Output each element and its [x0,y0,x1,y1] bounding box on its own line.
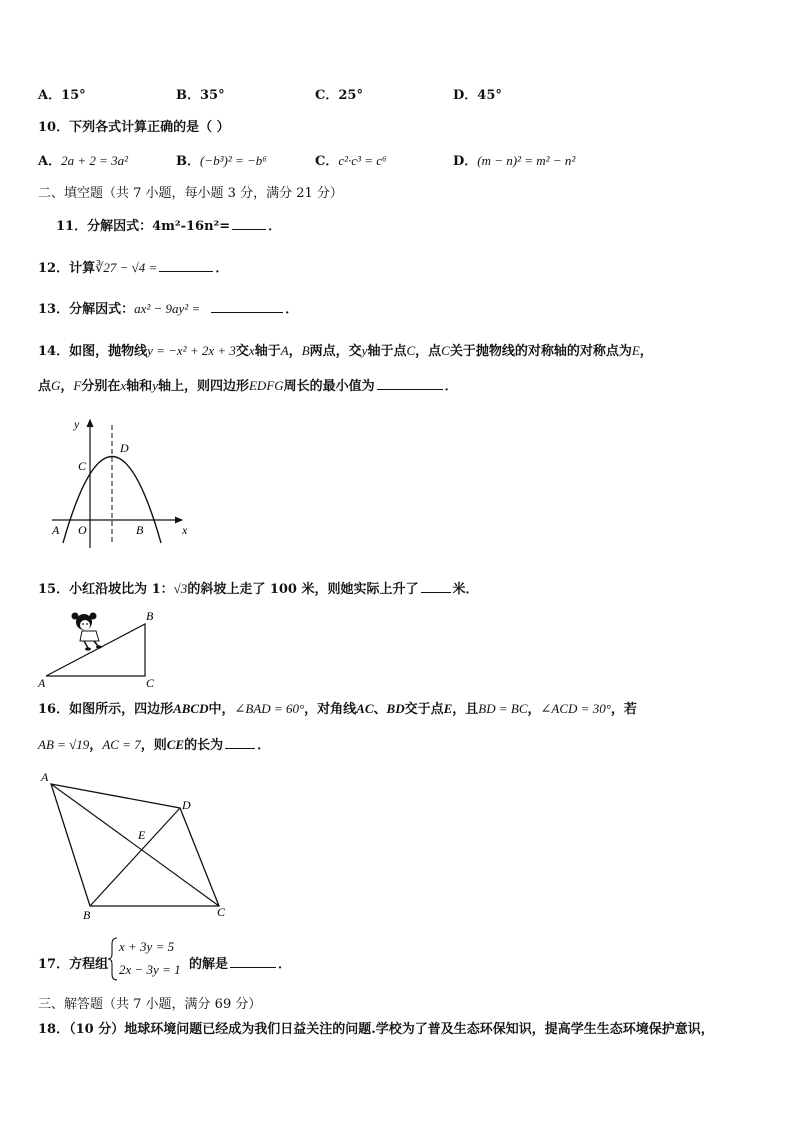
q13-answer-blank [211,300,283,313]
label-d: D [182,798,191,812]
label-c: C [146,676,155,690]
q16-answer-blank [225,736,255,749]
q10-option-c: C．c²·c³ = c⁶ [315,153,387,169]
q16-line-2: AB = √19，AC = 7，则CE的长为 ． [38,737,271,753]
diagonal-ac [51,784,219,906]
q14-line-2: 点G，F分别在x轴和y轴上，则四边形EDFG周长的最小值为 ． [38,378,458,394]
q14-line-1: 14．如图，抛物线y = −x² + 2x + 3交x轴于A，B两点，交y轴于点C，点C关于抛物线的对称轴的对称点为E， [38,343,653,359]
q18-text: 18．（10 分）地球环境问题已经成为我们日益关注的问题.学校为了普及生态环保知识，提高学生生态环境保护意识， [38,1022,714,1037]
section-2-heading: 二、填空题（共 7 小题，每小题 3 分，满分 21 分） [38,186,343,201]
q9-option-b: B．35° [176,88,225,103]
section-3-heading: 三、解答题（共 7 小题，满分 69 分） [38,997,262,1012]
q16-line-1: 16．如图所示，四边形ABCD中，∠BAD = 60°，对角线AC、BD交于点E，且BD = BC，∠ACD = 30°，若 [38,701,637,717]
q11-answer-blank [232,217,266,230]
q9-option-d: D．45° [453,88,502,103]
label-d: D [120,441,129,455]
q17-suffix: 的解是 ． [189,957,292,972]
girl-icon [72,613,103,651]
label-x: x [182,523,188,537]
q13: 13．分解因式：ax² − 9ay² = ． [38,301,299,317]
label-c: C [78,459,87,473]
label-c: C [217,905,226,919]
q14-parabola-figure [44,412,194,552]
q11: 11．分解因式：4m²-16n²= ． [56,219,282,234]
q9-option-a: A．15° [38,88,86,103]
q17-equation-1: x + 3y = 5 [119,939,175,954]
q15-answer-blank [421,580,451,593]
q9-option-c: C．25° [315,88,363,103]
q14-answer-blank [377,377,443,390]
q17-prefix: 17．方程组 [38,957,109,972]
q12-answer-blank [159,259,213,272]
q12: 12．计算∛27 − √4 = ． [38,260,229,276]
q16-quadrilateral-figure [36,765,236,925]
label-a: A [52,523,60,537]
label-o: O [78,523,87,537]
q10-option-d: D．(m − n)² = m² − n² [453,153,576,169]
label-e: E [138,828,146,842]
q15-slope-figure [36,605,166,690]
q17-answer-blank [230,955,276,968]
q10-stem: 10．下列各式计算正确的是（ ） [38,120,230,135]
q17-equation-2: 2x − 3y = 1 [119,962,181,977]
label-b: B [83,908,91,922]
q10-option-b: B．(−b³)² = −b⁶ [176,153,267,169]
label-a: A [41,770,49,784]
label-y: y [74,417,80,431]
q10-option-a: A．2a + 2 = 3a² [38,153,129,169]
label-b: B [136,523,144,537]
q15: 15．小红沿坡比为 1：√3的斜坡上走了 100 米，则她实际上升了 米． [38,581,479,597]
q17-brace [108,937,118,981]
label-a: A [38,676,46,690]
label-b: B [146,609,154,623]
